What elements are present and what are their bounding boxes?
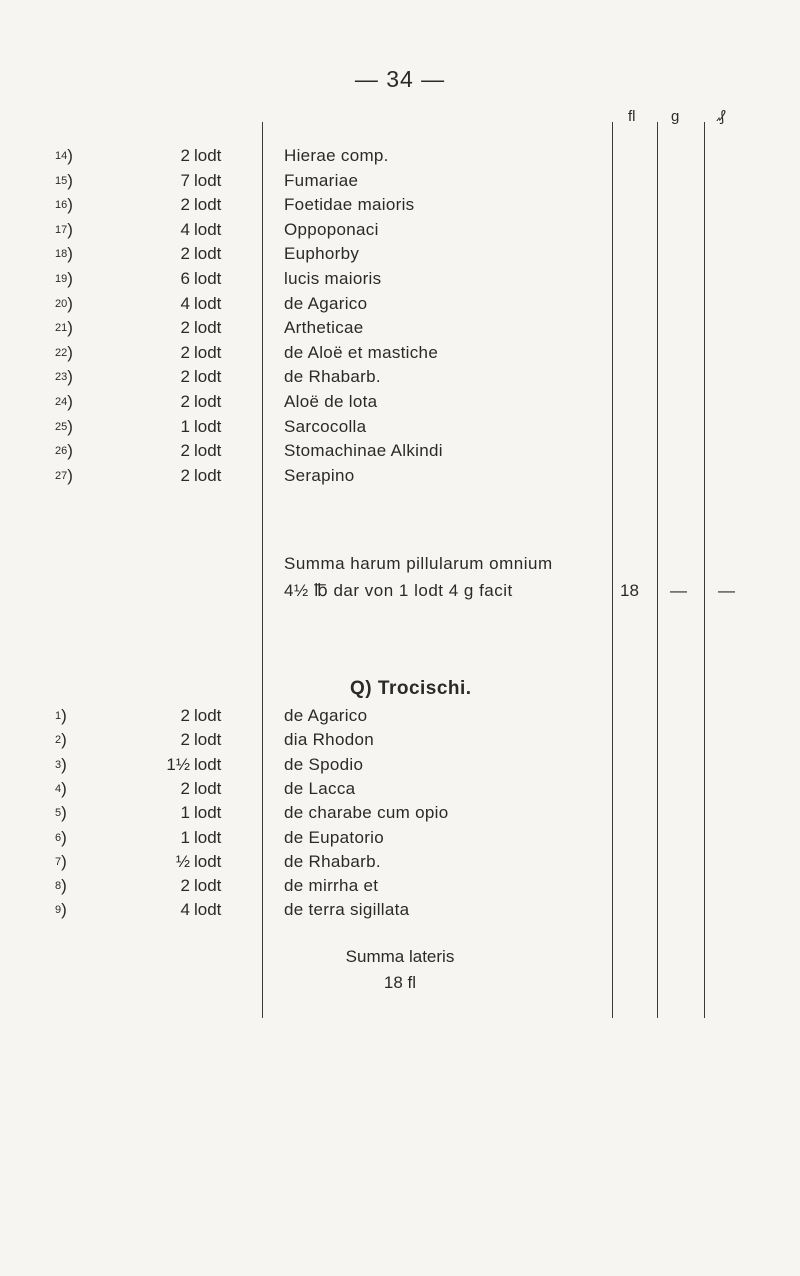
unit: lodt: [194, 416, 222, 436]
table-row: [0, 294, 800, 320]
ingredient-name: de mirrha et: [284, 876, 379, 896]
ingredient-name: de Eupatorio: [284, 827, 385, 847]
table-row: [0, 343, 800, 369]
quantity: 6: [180, 269, 190, 288]
ingredient-name: de Spodio: [284, 754, 364, 774]
unit: lodt: [194, 342, 222, 362]
footnote-ref: 17 ): [55, 218, 73, 238]
table-row: [0, 195, 800, 221]
footnote-ref: 16 ): [55, 193, 73, 213]
unit: lodt: [194, 219, 222, 239]
ingredient-name: Oppoponaci: [284, 219, 379, 239]
ingredient-name: Artheticae: [284, 318, 364, 338]
unit: lodt: [194, 876, 222, 896]
summa-line-1: Summa harum pillularum omnium: [284, 554, 553, 573]
summa-lateris-value: 18 fl: [383, 973, 417, 992]
table-row: [0, 269, 800, 295]
unit: lodt: [194, 392, 222, 411]
footnote-ref: 20 ): [55, 292, 73, 312]
quantity: 1: [180, 803, 190, 823]
quantity: 2: [180, 706, 190, 725]
table-row: [0, 392, 800, 418]
column-header-fl: fl: [628, 108, 636, 125]
quantity: ½: [175, 851, 190, 871]
quantity: 4: [180, 293, 190, 313]
column-header-pfennig: ₰: [717, 108, 725, 125]
unit: lodt: [194, 269, 222, 288]
total-fl: 18: [620, 581, 639, 600]
table-row: [0, 318, 800, 344]
footnote-ref: 5 ): [55, 801, 67, 821]
column-header-g: g: [671, 108, 680, 125]
page-number: — 34 —: [354, 66, 446, 92]
table-row: [0, 466, 800, 492]
ingredient-name: de Rhabarb.: [284, 851, 381, 871]
quantity: 2: [180, 367, 190, 387]
ingredient-name: Euphorby: [284, 244, 360, 264]
quantity: 2: [180, 146, 190, 165]
quantity: 2: [180, 244, 190, 264]
quantity: 2: [180, 778, 190, 798]
unit: lodt: [194, 778, 222, 798]
quantity: 2: [180, 392, 190, 411]
ingredient-name: Serapino: [284, 465, 355, 485]
table-row: [0, 706, 800, 732]
table-row: [0, 417, 800, 443]
table-row: [0, 730, 800, 756]
quantity: 2: [180, 876, 190, 896]
footnote-ref: 4 ): [55, 777, 67, 797]
quantity: 7: [180, 170, 190, 190]
footnote-ref: 6 ): [55, 826, 67, 846]
unit: lodt: [194, 146, 222, 165]
footnote-ref: 26 ): [55, 439, 73, 459]
ingredient-name: lucis maioris: [284, 269, 382, 288]
table-row: [0, 828, 800, 854]
ingredient-name: de terra sigillata: [284, 900, 410, 920]
footnote-ref: 23 ): [55, 365, 73, 385]
ingredient-name: dia Rhodon: [284, 730, 374, 750]
footnote-ref: 22 ): [55, 341, 73, 361]
footnote-ref: 24 ): [55, 390, 73, 410]
quantity: 1: [180, 416, 190, 436]
footnote-ref: 19 ): [55, 267, 73, 287]
unit: lodt: [194, 293, 222, 313]
footnote-ref: 9 ): [55, 898, 67, 918]
footnote-ref: 21 ): [55, 316, 73, 336]
table-row: [0, 146, 800, 172]
unit: lodt: [194, 706, 222, 725]
ingredient-name: de Lacca: [284, 778, 356, 798]
footnote-ref: 7 ): [55, 850, 67, 870]
ingredient-name: Aloë de lota: [284, 392, 378, 411]
table-row: [0, 755, 800, 781]
ingredient-name: de charabe cum opio: [284, 803, 449, 823]
unit: lodt: [194, 195, 222, 215]
total-g: —: [670, 581, 687, 600]
summa-lateris-label: Summa lateris: [345, 947, 455, 966]
table-row: [0, 244, 800, 270]
quantity: 2: [180, 195, 190, 215]
unit: lodt: [194, 367, 222, 387]
table-row: [0, 220, 800, 246]
table-row: [0, 803, 800, 829]
table-row: [0, 852, 800, 878]
ingredient-name: Hierae comp.: [284, 146, 389, 165]
section-title-trocischi: Q) Trocischi.: [350, 678, 472, 699]
footnote-ref: 1 ): [55, 704, 67, 724]
unit: lodt: [194, 851, 222, 871]
ingredient-name: de Aloë et mastiche: [284, 342, 439, 362]
quantity: 4: [180, 219, 190, 239]
unit: lodt: [194, 244, 222, 264]
unit: lodt: [194, 754, 222, 774]
table-row: [0, 876, 800, 902]
unit: lodt: [194, 730, 222, 750]
quantity: 2: [180, 441, 190, 461]
footnote-ref: 2 ): [55, 728, 67, 748]
ingredient-name: Fumariae: [284, 170, 359, 190]
table-row: [0, 367, 800, 393]
ingredient-name: Foetidae maioris: [284, 195, 415, 215]
quantity: 2: [180, 730, 190, 750]
footnote-ref: 27 ): [55, 464, 73, 484]
footnote-ref: 14 ): [55, 144, 73, 164]
ingredient-name: de Agarico: [284, 706, 368, 725]
total-d: —: [718, 581, 735, 600]
ingredient-name: Stomachinae Alkindi: [284, 441, 443, 461]
unit: lodt: [194, 465, 222, 485]
table-row: [0, 900, 800, 926]
quantity: 2: [180, 342, 190, 362]
unit: lodt: [194, 803, 222, 823]
ingredient-name: de Rhabarb.: [284, 367, 381, 387]
unit: lodt: [194, 827, 222, 847]
footnote-ref: 8 ): [55, 874, 67, 894]
summa-line-2: 4½ ℔ dar von 1 lodt 4 g facit: [284, 581, 513, 600]
ingredient-name: de Agarico: [284, 293, 368, 313]
quantity: 2: [180, 465, 190, 485]
quantity: 1½: [166, 754, 190, 774]
table-row: [0, 171, 800, 197]
footnote-ref: 15 ): [55, 169, 73, 189]
table-row: [0, 441, 800, 467]
unit: lodt: [194, 318, 222, 338]
unit: lodt: [194, 900, 222, 920]
unit: lodt: [194, 170, 222, 190]
ingredient-name: Sarcocolla: [284, 416, 367, 436]
footnote-ref: 3 ): [55, 753, 67, 773]
footnote-ref: 25 ): [55, 415, 73, 435]
quantity: 4: [180, 900, 190, 920]
quantity: 2: [180, 318, 190, 338]
quantity: 1: [180, 827, 190, 847]
table-row: [0, 779, 800, 805]
footnote-ref: 18 ): [55, 242, 73, 262]
unit: lodt: [194, 441, 222, 461]
